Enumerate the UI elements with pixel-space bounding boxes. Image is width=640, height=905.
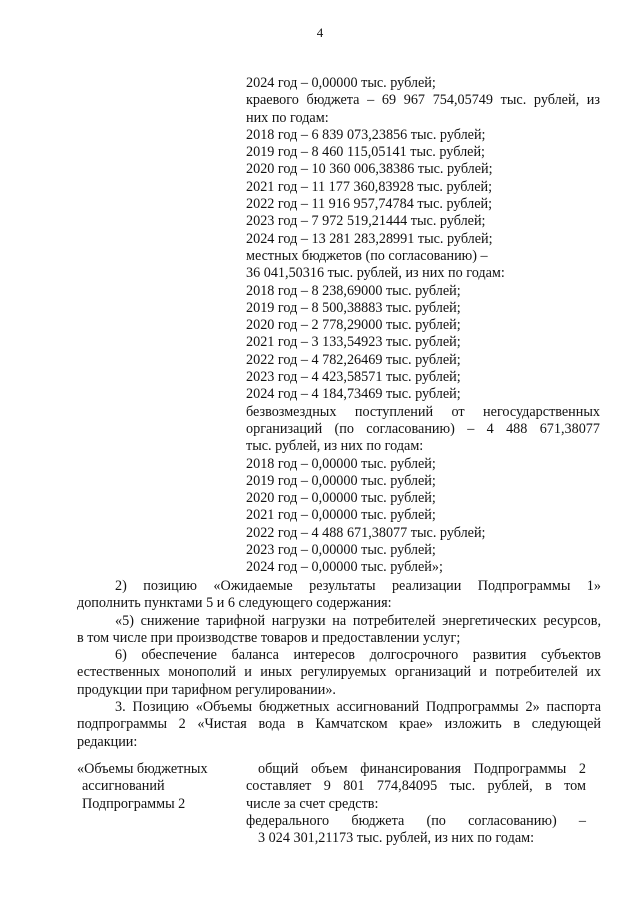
- funding-line: 36 041,50316 тыс. рублей, из них по годам:: [246, 265, 505, 282]
- funding-line: 2023 год – 7 972 519,21444 тыс. рублей;: [246, 213, 486, 230]
- paragraph-point-6: [77, 647, 601, 699]
- funding-line: 2022 год – 4 782,26469 тыс. рублей;: [246, 351, 461, 368]
- table-label-line: «Объемы бюджетных: [77, 761, 208, 777]
- table-value-line: 3 024 301,21173 тыс. рублей, из них по годам:: [258, 830, 535, 847]
- table-value-line: федерального бюджета (по согласованию) –: [246, 812, 586, 829]
- paragraph-item-3: [77, 699, 601, 751]
- funding-line: 2018 год – 0,00000 тыс. рублей;: [246, 455, 436, 472]
- funding-line: 2019 год – 8 460 115,05141 тыс. рублей;: [246, 144, 485, 161]
- funding-line: тыс. рублей, из них по годам:: [246, 438, 424, 455]
- paragraph-line: продукции при тарифном регулировании».: [77, 681, 336, 698]
- funding-line: 2023 год – 4 423,58571 тыс. рублей;: [246, 369, 461, 386]
- document-body: [77, 578, 601, 751]
- funding-breakdown-column: [246, 75, 600, 577]
- paragraph-line: редакции:: [77, 733, 138, 750]
- paragraph-line: дополнить пунктами 5 и 6 следующего содержания:: [77, 595, 392, 612]
- table-value-cell: [246, 761, 586, 847]
- paragraph-line: естественных монополий и иных регулируемых организаций и потребителей их: [77, 664, 601, 681]
- funding-line: 2018 год – 6 839 073,23856 тыс. рублей;: [246, 126, 486, 143]
- funding-line: местных бюджетов (по согласованию) –: [246, 247, 488, 264]
- funding-line: них по годам:: [246, 109, 329, 126]
- table-label-line: ассигнований: [82, 778, 165, 795]
- funding-line: 2024 год – 0,00000 тыс. рублей;: [246, 75, 436, 91]
- table-value-line: общий объем финансирования Подпрограммы 2: [258, 761, 586, 777]
- funding-line: 2024 год – 0,00000 тыс. рублей»;: [246, 559, 443, 576]
- paragraph-item-2: [77, 578, 601, 613]
- paragraph-line: 3. Позицию «Объемы бюджетных ассигнований Подпрограммы 2» паспорта: [115, 699, 601, 716]
- funding-line: 2021 год – 11 177 360,83928 тыс. рублей;: [246, 178, 493, 195]
- funding-line: 2018 год – 8 238,69000 тыс. рублей;: [246, 282, 461, 299]
- funding-line: 2022 год – 4 488 671,38077 тыс. рублей;: [246, 524, 486, 541]
- funding-line: 2019 год – 8 500,38883 тыс. рублей;: [246, 299, 461, 316]
- paragraph-line: 2) позицию «Ожидаемые результаты реализации Подпрограммы 1»: [115, 578, 601, 594]
- table-value-line: составляет 9 801 774,84095 тыс. рублей, в том: [246, 778, 586, 795]
- paragraph-line: 6) обеспечение баланса интересов долгосрочного развития субъектов: [115, 647, 601, 664]
- paragraph-line: в том числе при производстве товаров и предоставлении услуг;: [77, 629, 461, 646]
- funding-line: 2021 год – 0,00000 тыс. рублей;: [246, 507, 436, 524]
- funding-line: 2022 год – 11 916 957,74784 тыс. рублей;: [246, 196, 493, 213]
- table-label-cell: [77, 761, 237, 813]
- funding-line: 2023 год – 0,00000 тыс. рублей;: [246, 542, 436, 559]
- funding-line: краевого бюджета – 69 967 754,05749 тыс. рублей, из: [246, 92, 600, 109]
- table-value-line: числе за счет средств:: [246, 795, 379, 812]
- funding-line: 2024 год – 13 281 283,28991 тыс. рублей;: [246, 230, 493, 247]
- page-number: 4: [316, 25, 324, 40]
- funding-line: 2020 год – 2 778,29000 тыс. рублей;: [246, 317, 461, 334]
- funding-line: 2020 год – 10 360 006,38386 тыс. рублей;: [246, 161, 493, 178]
- funding-line: 2019 год – 0,00000 тыс. рублей;: [246, 472, 436, 489]
- funding-line: 2021 год – 3 133,54923 тыс. рублей;: [246, 334, 461, 351]
- paragraph-line: подпрограммы 2 «Чистая вода в Камчатском крае» изложить в следующей: [77, 716, 601, 733]
- paragraph-point-5: [77, 613, 601, 648]
- paragraph-line: «5) снижение тарифной нагрузки на потребителей энергетических ресурсов,: [115, 612, 601, 629]
- table-label-line: Подпрограммы 2: [82, 795, 186, 812]
- funding-line: 2020 год – 0,00000 тыс. рублей;: [246, 490, 436, 507]
- funding-line: организаций (по согласованию) – 4 488 671,38077: [246, 420, 600, 437]
- funding-line: 2024 год – 4 184,73469 тыс. рублей;: [246, 386, 461, 403]
- funding-line: безвозмездных поступлений от негосударственных: [246, 403, 600, 420]
